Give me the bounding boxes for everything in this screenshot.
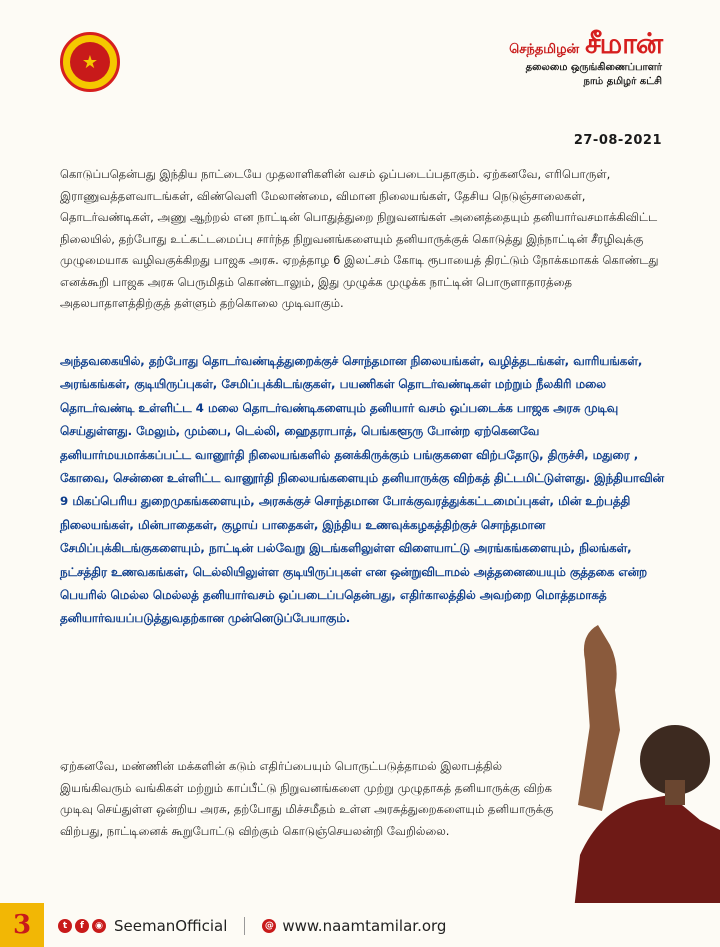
facebook-icon[interactable]: f: [75, 919, 89, 933]
brand-name: சீமான்: [585, 27, 662, 60]
at-sign-icon: @: [262, 919, 276, 933]
website-link[interactable]: www.naamtamilar.org: [282, 917, 447, 935]
brand-role: தலைமை ஒருங்கிணைப்பாளர்: [525, 62, 662, 73]
footer-divider: [244, 917, 245, 935]
social-handle[interactable]: SeemanOfficial: [114, 917, 228, 935]
page-number: 3: [0, 903, 44, 947]
party-name: நாம் தமிழர் கட்சி: [583, 76, 662, 87]
raised-fist-figure: [550, 605, 720, 947]
social-links: [58, 917, 446, 935]
paragraph-2-highlight: அந்தவகையில், தற்போது தொடர்வண்டித்துறைக்குச் சொந்தமான நிலையங்கள், வழித்தடங்கள், வாரியங்கள், அரங்கங்கள், குடியிருப்புகள், சேமிப்புக்கிடங்குகள், பயணிகள் தொடர்வண்டிகள் மற்றும் நீலகிரி மலை தொடர்வண்டி உள்ளிட்ட 4 மலை தொடர்வண்டிகளையும் தனியார் வசம் ஒப்படைக்க பாஜக அரசு முடிவு செய்துள்ளது. மேலும், மும்பை, டெல்லி, ஹைதராபாத், பெங்களூரு போன்ற ஏற்கெனவே தனியார்மயமாக்கப்பட்ட வானூர்தி நிலையங்களில் தனக்கிருக்கும் பங்குகளை விற்பதோடு, திருச்சி, மதுரை , கோவை, சென்னை உள்ளிட்ட வானூர்தி நிலையங்களையும் தனியாருக்கு விற்கத் திட்டமிட்டுள்ளது. இந்தியாவின் 9 மிகப்பெரிய துறைமுகங்களையும், அரசுக்குச் சொந்தமான போக்குவரத்துக்கட்டமைப்புகள், மின் உற்பத்தி நிலையங்கள், மின்பாதைகள், குழாய் பாதைகள், இந்திய உணவுக்கழகத்திற்குச் சொந்தமான சேமிப்புக்கிடங்குகளையும், நாட்டின் பல்வேறு இடங்களிலுள்ள விளையாட்டு அரங்கங்களையும், நிலங்கள், நட்சத்திர உணவகங்கள், டெல்லியிலுள்ள குடியிருப்புகள் என ஒன்றுவிடாமல் அத்தனையையும் குத்தகை என்ற பெயரில் மெல்ல மெல்லத் தனியார்வசம் ஒப்படைப்பதென்பது, எதிர்காலத்தில் அவற்றை மொத்தமாகத் தனியார்வயப்படுத்துவதற்கான முன்னெடுப்பேயாகும்.: [60, 354, 664, 626]
brand-header: [509, 27, 662, 88]
party-logo: [60, 32, 120, 92]
paragraph-3: ஏற்கனவே, மண்ணின் மக்களின் கடும் எதிர்ப்பையும் பொருட்படுத்தாமல் இலாபத்தில் இயங்கிவரும் வங்கிகள் மற்றும் காப்பீட்டு நிறுவனங்களை முற்று முழுதாகத் தனியாருக்கு விற்க முடிவு செய்துள்ள ஒன்றிய அரசு, தற்போது மிச்சமீதம் உள்ள அரசுத்துறைகளையும் தனியாருக்கு விற்பது, நாட்டினைக் கூறுபோட்டு விற்கும் கொடுஞ்செயலன்றி வேறில்லை.: [60, 759, 554, 838]
statement-date: 27-08-2021: [573, 133, 662, 148]
twitter-icon[interactable]: t: [58, 919, 72, 933]
instagram-icon[interactable]: ◉: [92, 919, 106, 933]
paragraph-1: கொடுப்பதென்பது இந்திய நாட்டையே முதலாளிகளின் வசம் ஒப்படைப்பதாகும். ஏற்கனவே, எரிபொருள், இராணுவத்தளவாடங்கள், விண்வெளி மேலாண்மை, விமான நிலையங்கள், தேசிய நெடுஞ்சாலைகள், தொடர்வண்டிகள், அணு ஆற்றல் என நாட்டின் பொதுத்துறை நிறுவனங்கள் அனைத்தையும் தனியார்வசமாக்கிவிட்ட நிலையில், தற்போது உட்கட்டமைப்பு சார்ந்த நிறுவனங்களையும் தனியாருக்குக் கொடுத்து இந்நாட்டின் சீரழிவுக்கு முழுமையாக வழிவகுக்கிறது பாஜக அரசு. ஏறத்தாழ 6 இலட்சம் கோடி ரூபாயைத் திரட்டும் நோக்கமாகக் கொண்டது எனக்கூறி பாஜக அரசு பெருமிதம் கொண்டாலும், இது முழுக்க முழுக்க நாட்டின் பொருளாதாரத்தை அதலபாதாளத்திற்குத் தள்ளும் தற்கொலை முடிவாகும்.: [60, 167, 659, 310]
brand-prefix: செந்தமிழன்: [509, 42, 580, 57]
tiger-emblem-icon: ★: [70, 42, 110, 82]
